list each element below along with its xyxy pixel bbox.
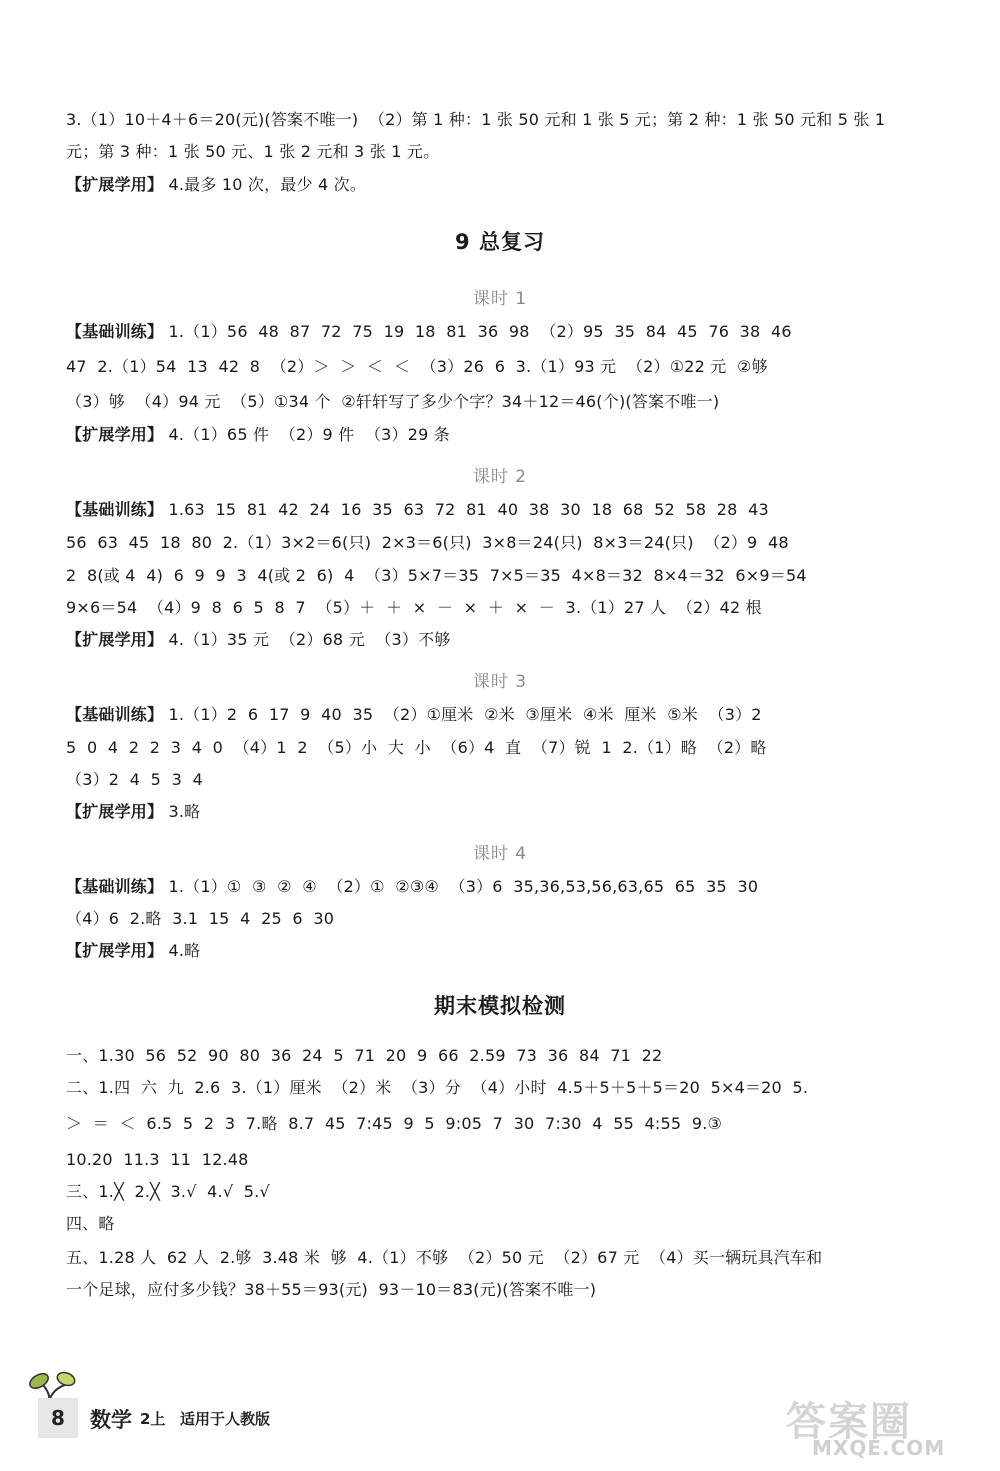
answer-line: 二、1.四 六 九 2.6 3.（1）厘米 （2）米 （3）分 （4）小时 4.5＋5＋5＋5＝20 5×4＝20 5.: [66, 1078, 809, 1097]
basic-tag: 【基础训练】: [66, 877, 164, 896]
extend-line: [66, 941, 940, 961]
answer-line: 3.（1）10＋4＋6＝20(元)(答案不唯一) （2）第 1 种：1 张 50 元和 1 张 5 元；第 2 种：1 张 50 元和 5 张 1: [66, 110, 886, 129]
answer-line: 2 8(或 4 4) 6 9 9 3 4(或 2 6) 4 （3）5×7＝35 7×5＝35 4×8＝32 8×4＝32 6×9＝54: [66, 566, 807, 585]
answer-line: 元；第 3 种：1 张 50 元、1 张 2 元和 3 张 1 元。: [66, 142, 440, 161]
answer-line: [66, 877, 940, 897]
basic-tag: 【基础训练】: [66, 500, 164, 519]
answer-line: 五、1.28 人 62 人 2.够 3.48 米 够 4.（1）不够 （2）50 元 （2）67 元 （4）买一辆玩具汽车和: [66, 1248, 823, 1267]
answer-line: [66, 705, 940, 725]
extend-line: [66, 802, 940, 822]
answer-line: 三、1.╳ 2.╳ 3.√ 4.√ 5.√: [66, 1182, 270, 1201]
edition-label: 适用于人教版: [180, 1410, 271, 1428]
answer-line: 一个足球，应付多少钱？38＋55＝93(元) 93－10＝83(元)(答案不唯一): [66, 1280, 597, 1299]
extend-line: [66, 425, 940, 445]
extend-text: 4.（1）35 元 （2）68 元 （3）不够: [163, 630, 451, 649]
extend-text: 4.略: [163, 941, 201, 960]
answer-line: 56 63 45 18 80 2.（1）3×2＝6(只) 2×3＝6(只) 3×8＝24(只) 8×3＝24(只) （2）9 48: [66, 533, 789, 552]
answer-line: 10.20 11.3 11 12.48: [66, 1150, 249, 1169]
extend-text: 3.略: [163, 802, 201, 821]
extend-tag: 【扩展学用】: [66, 941, 164, 960]
watermark: [772, 1390, 972, 1460]
lesson-heading: 课时 1: [472, 289, 528, 309]
answer-line: 9×6＝54 （4）9 8 6 5 8 7 （5）＋ ＋ × － × ＋ × － 3.（1）27 人 （2）42 根: [66, 598, 762, 617]
extend-text: 4.（1）65 件 （2）9 件 （3）29 条: [163, 425, 450, 444]
answer-text: 1.（1）① ③ ② ④ （2）① ②③④ （3）6 35,36,53,56,63,65 65 35 30: [163, 877, 759, 896]
answer-line: （3）够 （4）94 元 （5）①34 个 ②轩轩写了多少个字？34＋12＝46(个)(答案不唯一): [66, 392, 720, 411]
lesson-heading: 课时 3: [472, 672, 528, 692]
answer-line: [66, 322, 940, 342]
extend-line: [66, 630, 940, 650]
extend-tag: 【扩展学用】: [66, 425, 164, 444]
answer-line: （4）6 2.略 3.1 15 4 25 6 30: [66, 909, 335, 928]
exam-title: 期末模拟检测: [434, 994, 566, 1018]
extend-text: 4.最多 10 次，最少 4 次。: [163, 175, 367, 194]
subject-label: 数学: [90, 1407, 132, 1432]
answer-line: （3）2 4 5 3 4: [66, 770, 203, 789]
watermark-url: MXQE.COM: [812, 1436, 946, 1460]
page-number: 8: [38, 1398, 78, 1438]
answer-text: 1.（1）56 48 87 72 75 19 18 81 36 98 （2）95 35 84 45 76 38 46: [163, 322, 792, 341]
chapter-title: 9 总复习: [455, 230, 545, 254]
answer-text: 1.（1）2 6 17 9 40 35 （2）①厘米 ②米 ③厘米 ④米 厘米 ⑤米 （3）2: [163, 705, 762, 724]
extend-line: [66, 175, 940, 195]
answer-line: ＞ ＝ ＜ 6.5 5 2 3 7.略 8.7 45 7:45 9 5 9:05 7 30 7:30 4 55 4:55 9.③: [66, 1114, 723, 1133]
extend-tag: 【扩展学用】: [66, 630, 164, 649]
basic-tag: 【基础训练】: [66, 705, 164, 724]
extend-tag: 【扩展学用】: [66, 802, 164, 821]
answer-text: 1.63 15 81 42 24 16 35 63 72 81 40 38 30 18 68 52 58 28 43: [163, 500, 769, 519]
answer-line: 四、略: [66, 1214, 115, 1233]
answer-line: 一、1.30 56 52 90 80 36 24 5 71 20 9 66 2.59 73 36 84 71 22: [66, 1046, 663, 1065]
answer-line: 5 0 4 2 2 3 4 0 （4）1 2 （5）小 大 小 （6）4 直 （7）锐 1 2.（1）略 （2）略: [66, 738, 767, 757]
lesson-heading: 课时 4: [472, 844, 528, 864]
basic-tag: 【基础训练】: [66, 322, 164, 341]
grade-label: 2上: [140, 1410, 166, 1428]
watermark-title: 答案圈: [786, 1399, 912, 1445]
extend-tag: 【扩展学用】: [66, 175, 164, 194]
answer-line: 47 2.（1）54 13 42 8 （2）＞ ＞ ＜ ＜ （3）26 6 3.（1）93 元 （2）①22 元 ②够: [66, 357, 768, 376]
answer-line: [66, 500, 940, 520]
lesson-heading: 课时 2: [472, 467, 528, 487]
